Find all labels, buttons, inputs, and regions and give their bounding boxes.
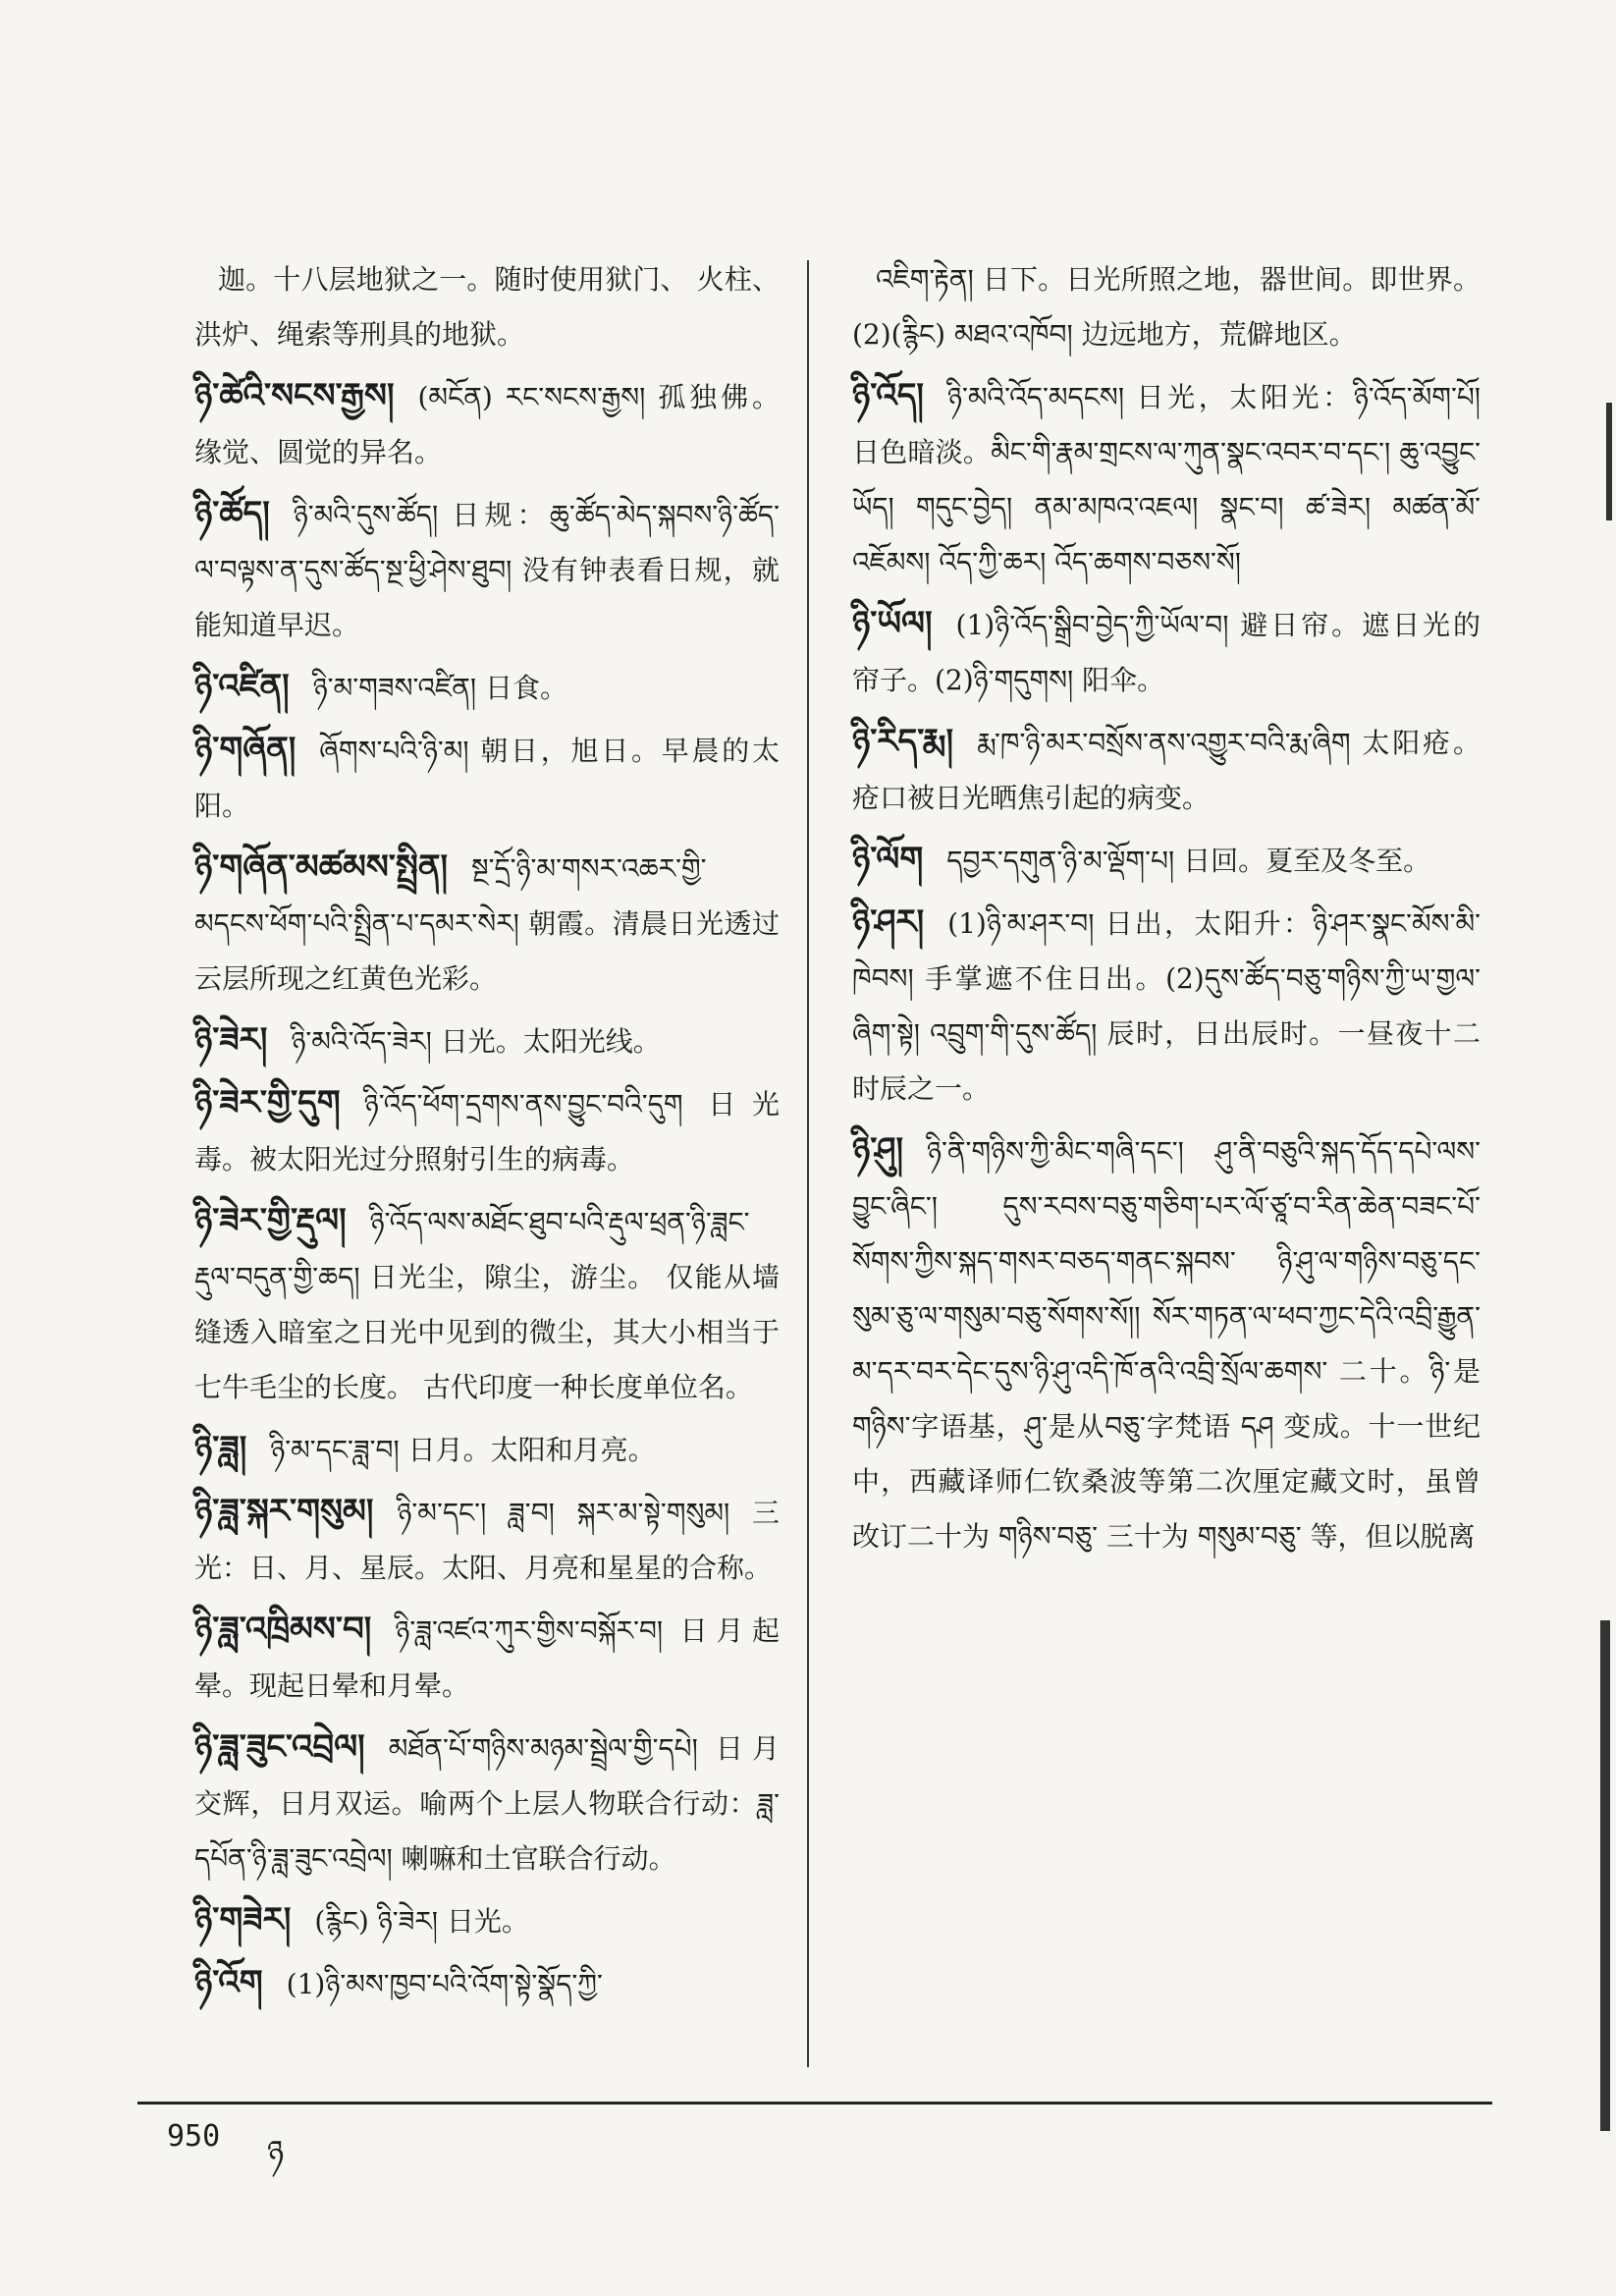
- definition: ཉི་མ་དང་། ཟླ་བ། སྐར་མ་སྟེ་གསུམ། 三光：日、月、星辰。太阳、月亮和星星的合称。: [194, 1497, 780, 1584]
- right-column: [852, 250, 1481, 1570]
- entry: [852, 250, 1481, 362]
- left-column: [194, 250, 780, 2018]
- definition: དབྱར་དགུན་ཉི་མ་ལྡོག་པ། 日回。夏至及冬至。: [946, 845, 1431, 877]
- section-letter: ཉ: [267, 2133, 285, 2170]
- entry: [194, 1955, 780, 2012]
- entry: [194, 1720, 780, 1886]
- definition: (1)ཉི་མ་ཤར་བ། 日出，太阳升：ཉི་ཤར་སྣང་མོས་མི་ཁེབས། 手掌遮不住日出。(2)དུས་ཚོད་བཅུ་གཉིས་ཀྱི་ཡ་གྱལ་ཞིག་སྟེ། འབྲུག་གི་དུས་ཚོད། 辰时，日出辰时。一昼夜十二时辰之一。: [852, 907, 1481, 1105]
- headword: ཉི་ཡོལ།: [852, 604, 933, 643]
- definition: ཉི་མ་དང་ཟླ་བ། 日月。太阳和月亮。: [270, 1434, 656, 1466]
- entry: [194, 250, 780, 362]
- entry: [194, 1484, 780, 1596]
- definition: (མངོན) རང་སངས་རྒྱས། 孤独佛。缘觉、圆觉的异名。: [194, 381, 780, 468]
- definition: ཉི་འོད་ལས་མཐོང་ཐུབ་པའི་རྡུལ་ཕྲན་ཉི་ཟླང་རྡུལ་བདུན་གྱི་ཆད། 日光尘，隙尘，游尘。 仅能从墙缝透入暗室之日光中见到的微尘，其大小相当于七牛毛尘的长度。 古代印度一种长度单位名。: [194, 1206, 780, 1403]
- headword: ཉི་ཟླ་ཟུང་འབྲེལ།: [194, 1727, 365, 1767]
- column-divider: [807, 260, 809, 2067]
- entry: [852, 368, 1481, 590]
- entry: [194, 659, 780, 716]
- page-number: 950: [167, 2119, 221, 2154]
- headword: ཉི་ཟླ་འཁྲིམས་བ།: [194, 1610, 372, 1649]
- headword: ཉི་ཟླ་སྐར་གསུམ།: [194, 1492, 374, 1531]
- definition: ཉི་མའི་འོད་མདངས། 日光，太阳光：ཉི་འོད་མོག་པོ། 日色暗淡。མིང་གི་རྣམ་གྲངས་ལ་ཀུན་སྣང་འབར་བ་དང་། ཆུ་འབྱུང་ཡོད། གདུང་བྱེད། ནམ་མཁའ་འཇལ། སྣང་བ། ཚ་ཟེར། མཚན་མོ་འཇོམས། འོད་ཀྱི་ཆར། འོད་ཆགས་བཅས་སོ།: [852, 381, 1481, 578]
- entry: [194, 722, 780, 834]
- entry: [852, 895, 1481, 1117]
- entry: [194, 1421, 780, 1478]
- headword: ཉི་ཟེར།: [194, 1020, 268, 1060]
- definition: ཞོགས་པའི་ཉི་མ། 朝日，旭日。早晨的太阳。: [194, 735, 780, 822]
- definition: སྔ་དྲོ་ཉི་མ་གསར་འཆར་གྱི་མདངས་ཕོག་པའི་སྤྲིན་པ་དམར་སེར། 朝霞。清晨日光透过云层所现之红黄色光彩。: [194, 852, 780, 995]
- headword: ཉི་གཞོན་མཚམས་སྤྲིན།: [194, 847, 449, 887]
- entry: [194, 486, 780, 653]
- definition: ཉི་མ་གཟས་འཛིན། 日食。: [312, 672, 568, 704]
- headword: ཉི་ལོག: [852, 840, 924, 879]
- entry: [852, 596, 1481, 708]
- definition: ཉི་ནི་གཉིས་ཀྱི་མིང་གཞི་དང་། ཤུ་ནི་བཅུའི་སྐད་དོད་དཔེ་ལས་བྱུང་ཞིང་། དུས་རབས་བཅུ་གཅིག་པར་ལོ་ཙཱ་བ་རིན་ཆེན་བཟང་པོ་སོགས་ཀྱིས་སྐད་གསར་བཅད་གནང་སྐབས་ ཉི་ཤུ་ལ་གཉིས་བཅུ་དང་སུམ་ཅུ་ལ་གསུམ་བཅུ་སོགས་སོ།། སོར་གཏན་ལ་ཕབ་ཀྱང་དེའི་འབྲི་རྒྱུན་མ་དར་བར་དེང་དུས་ཉི་ཤུ་འདི་ཁོ་ནའི་འབྲི་སྲོལ་ཆགས་ 二十。ཉི་是གཉིས་字语基，ཤུ་是从བཅུ་字梵语 དཤ 变成。十一世纪中，西藏译师仁钦桑波等第二次厘定藏文时，虽曾改订二十为 གཉིས་བཅུ་ 三十为 གསུམ་བཅུ་ 等，但以脱离: [852, 1135, 1481, 1553]
- definition: ཉི་མའི་འོད་ཟེར། 日光。太阳光线。: [291, 1025, 661, 1058]
- entry: [194, 1193, 780, 1415]
- definition: མཐོན་པོ་གཉིས་མཉམ་སྦྲེལ་གྱི་དཔེ། 日月交辉，日月双运。喻两个上层人物联合行动：ཟླ་དཔོན་ཉི་ཟླ་ཟུང་འབྲེལ། 喇嘛和土官联合行动。: [194, 1732, 780, 1875]
- footer-rule: [137, 2102, 1492, 2105]
- entry: [194, 840, 780, 1007]
- headword: ཉི་ཟེར་གྱི་རྡུལ།: [194, 1201, 347, 1240]
- definition: (1)ཉི་འོད་སྒྲིབ་བྱེད་ཀྱི་ཡོལ་བ། 避日帘。遮日光的帘子。(2)ཉི་གདུགས། 阳伞。: [852, 609, 1481, 696]
- headword: ཉི་ཤར།: [852, 902, 925, 942]
- headword: ཉི་རིད་རྨ།: [852, 722, 954, 761]
- entry: [194, 1075, 780, 1187]
- entry: [852, 1122, 1481, 1564]
- entry: [852, 832, 1481, 889]
- headword: ཉི་ཚེའི་སངས་རྒྱས།: [194, 376, 395, 415]
- definition: (རྙིང) ཉི་ཟེར། 日光。: [314, 1905, 529, 1938]
- definition: རྨ་ཁ་ཉི་མར་བསྲོས་ནས་འགྱུར་བའི་རྨ་ཞིག 太阳疮。疮口被日光晒焦引起的病变。: [852, 727, 1481, 814]
- headword: ཉི་འོད།: [852, 376, 924, 415]
- definition: (1)ཉི་མས་ཁྱབ་པའི་འོག་སྟེ་སྣོད་ཀྱི་: [286, 1968, 603, 2000]
- headword: ཉི་འོག: [194, 1963, 263, 2002]
- scan-edge-mark: [1600, 1620, 1610, 2131]
- definition: 迦。十八层地狱之一。随时使用狱门、 火柱、洪炉、绳索等刑具的地狱。: [194, 263, 780, 351]
- definition: འཇིག་རྟེན། 日下。日光所照之地，器世间。即世界。(2)(རྙིང) མཐའ་འཁོབ། 边远地方，荒僻地区。: [852, 263, 1481, 351]
- entry: [194, 1602, 780, 1714]
- scan-edge-mark: [1606, 403, 1612, 520]
- entry: [194, 1012, 780, 1069]
- definition: ཉི་ཟླ་འཛའ་ཀུར་གྱིས་བསྐོར་བ། 日月起晕。现起日晕和月晕。: [194, 1614, 780, 1702]
- headword: ཉི་གཞོན།: [194, 730, 296, 769]
- entry: [194, 368, 780, 480]
- entry: [194, 1892, 780, 1949]
- headword: ཉི་ཟླ།: [194, 1429, 247, 1468]
- headword: ཉི་ཤུ།: [852, 1130, 903, 1170]
- definition: ཉི་འོད་ཕོག་དྲགས་ནས་བྱུང་བའི་དུག 日光毒。被太阳光过分照射引生的病毒。: [194, 1088, 780, 1175]
- definition: ཉི་མའི་དུས་ཚོད། 日规：ཆུ་ཚོད་མེད་སྐབས་ཉི་ཚོད་ལ་བལྟས་ན་དུས་ཚོད་སྔ་ཕྱི་ཤེས་ཐུབ། 没有钟表看日规，就能知道早迟。: [194, 499, 780, 641]
- headword: ཉི་འཛིན།: [194, 667, 290, 706]
- headword: ཉི་ཚོད།: [194, 494, 270, 533]
- headword: ཉི་གཟེར།: [194, 1900, 292, 1940]
- entry: [852, 714, 1481, 826]
- headword: ཉི་ཟེར་གྱི་དུག: [194, 1083, 341, 1122]
